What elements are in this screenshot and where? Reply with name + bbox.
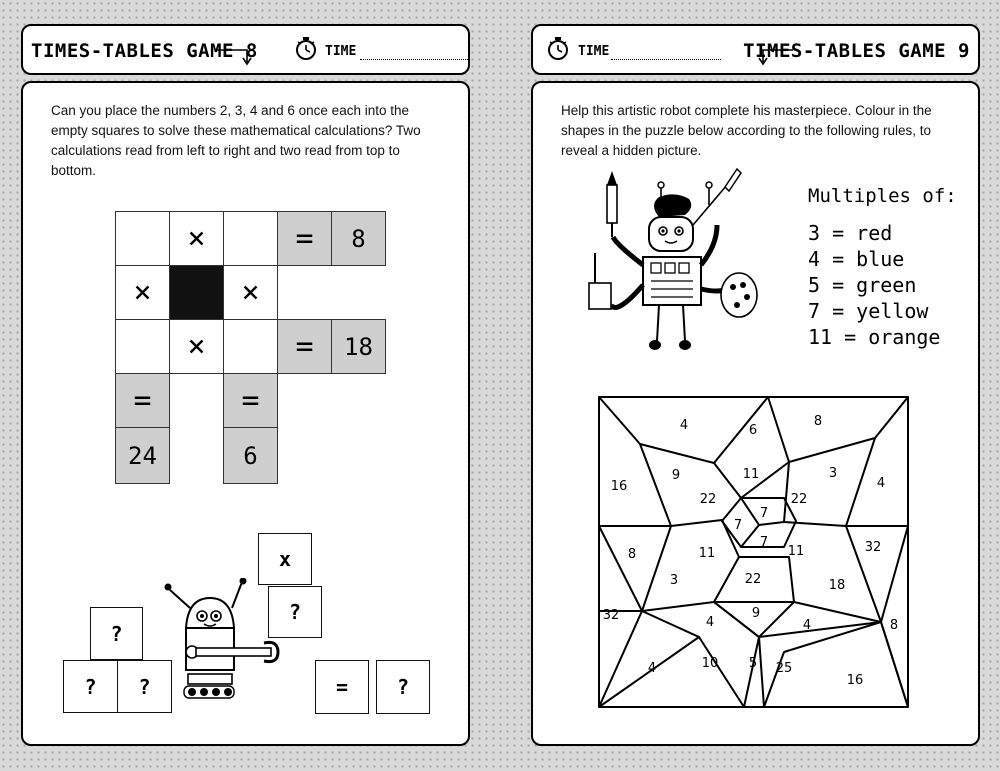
mosaic-number: 11 [787,544,805,559]
mosaic-number: 4 [876,476,886,491]
mosaic-number: 16 [846,673,864,688]
robot-holding-box-illustration [158,578,293,718]
legend-item: 7 = yellow [808,299,929,323]
right-page [500,0,1000,771]
mosaic-number: 22 [699,492,717,507]
equals-box: = [315,660,369,714]
arrow-down-right-icon [215,40,255,66]
mosaic-number: 4 [679,418,689,433]
mosaic-number: 8 [889,618,899,633]
mosaic-number: 9 [671,468,681,483]
stopwatch-icon [545,36,571,62]
mosaic-number: 11 [742,467,760,482]
game8-title-bar [21,24,470,75]
equals-sign: = [277,319,332,374]
mosaic-number: 5 [748,656,758,671]
result-row1: 8 [331,211,386,266]
mosaic-number: 3 [828,466,838,481]
time-entry-line[interactable] [360,59,470,60]
question-box[interactable]: ? [90,607,143,660]
mosaic-number: 11 [698,546,716,561]
mosaic-number: 3 [669,573,679,588]
legend-item: 5 = green [808,273,917,297]
mosaic-number: 4 [647,661,657,676]
colour-by-number-mosaic[interactable] [597,394,911,711]
multiply-sign: × [169,211,224,266]
empty-square[interactable] [115,319,170,374]
game9-instructions: Help this artistic robot complete his masterpiece. Colour in the shapes in the puzzle below according to the following rules, to reveal a hidden picture. [561,103,932,158]
result-col3: 6 [223,427,278,484]
blocked-square [169,265,224,320]
mosaic-number: 4 [802,618,812,633]
equals-sign: = [223,373,278,428]
artist-robot-illustration [577,165,767,375]
game8-panel [21,81,470,746]
equals-sign: = [115,373,170,428]
mosaic-number: 9 [751,606,761,621]
game8-title: TIMES-TABLES GAME 8 [31,40,258,62]
multiply-sign: × [115,265,170,320]
game9-panel [531,81,980,746]
mosaic-number: 8 [813,414,823,429]
game9-title-bar [531,24,980,75]
question-box[interactable]: ? [376,660,430,714]
mosaic-number: 16 [610,479,628,494]
time-label: TIME [325,44,357,59]
equals-sign: = [277,211,332,266]
empty-square[interactable] [115,211,170,266]
multiply-sign: × [223,265,278,320]
mosaic-number: 25 [775,661,793,676]
question-box[interactable]: ? [117,660,172,713]
result-col1: 24 [115,427,170,484]
empty-square[interactable] [223,319,278,374]
result-row3: 18 [331,319,386,374]
legend-item: 3 = red [808,221,893,245]
mosaic-number: 4 [705,615,715,630]
multiply-sign: × [169,319,224,374]
legend-title: Multiples of: [808,185,957,207]
stopwatch-icon [293,36,319,62]
question-box[interactable]: ? [63,660,118,713]
game9-title: TIMES-TABLES GAME 9 [743,40,970,62]
time-entry-line[interactable] [611,59,721,60]
mosaic-number: 32 [864,540,882,555]
mosaic-number: 22 [790,492,808,507]
question-box[interactable]: ? [268,586,322,638]
mosaic-number: 7 [759,535,769,550]
mosaic-number: 7 [759,506,769,521]
mosaic-number: 18 [828,578,846,593]
mosaic-number: 10 [701,656,719,671]
mosaic-number: 8 [627,547,637,562]
mosaic-number: 22 [744,572,762,587]
legend-item: 11 = orange [808,325,941,349]
mosaic-number: 6 [748,423,758,438]
box-top-x: x [258,533,312,585]
mosaic-number: 7 [733,518,743,533]
mosaic-number: 32 [602,608,620,623]
game8-instructions: Can you place the numbers 2, 3, 4 and 6 once each into the empty squares to solve these mathematical calculations? Two calculations read from left to right and two read from top to bottom. [51,103,421,178]
legend-item: 4 = blue [808,247,905,271]
time-label: TIME [578,44,610,59]
empty-square[interactable] [223,211,278,266]
